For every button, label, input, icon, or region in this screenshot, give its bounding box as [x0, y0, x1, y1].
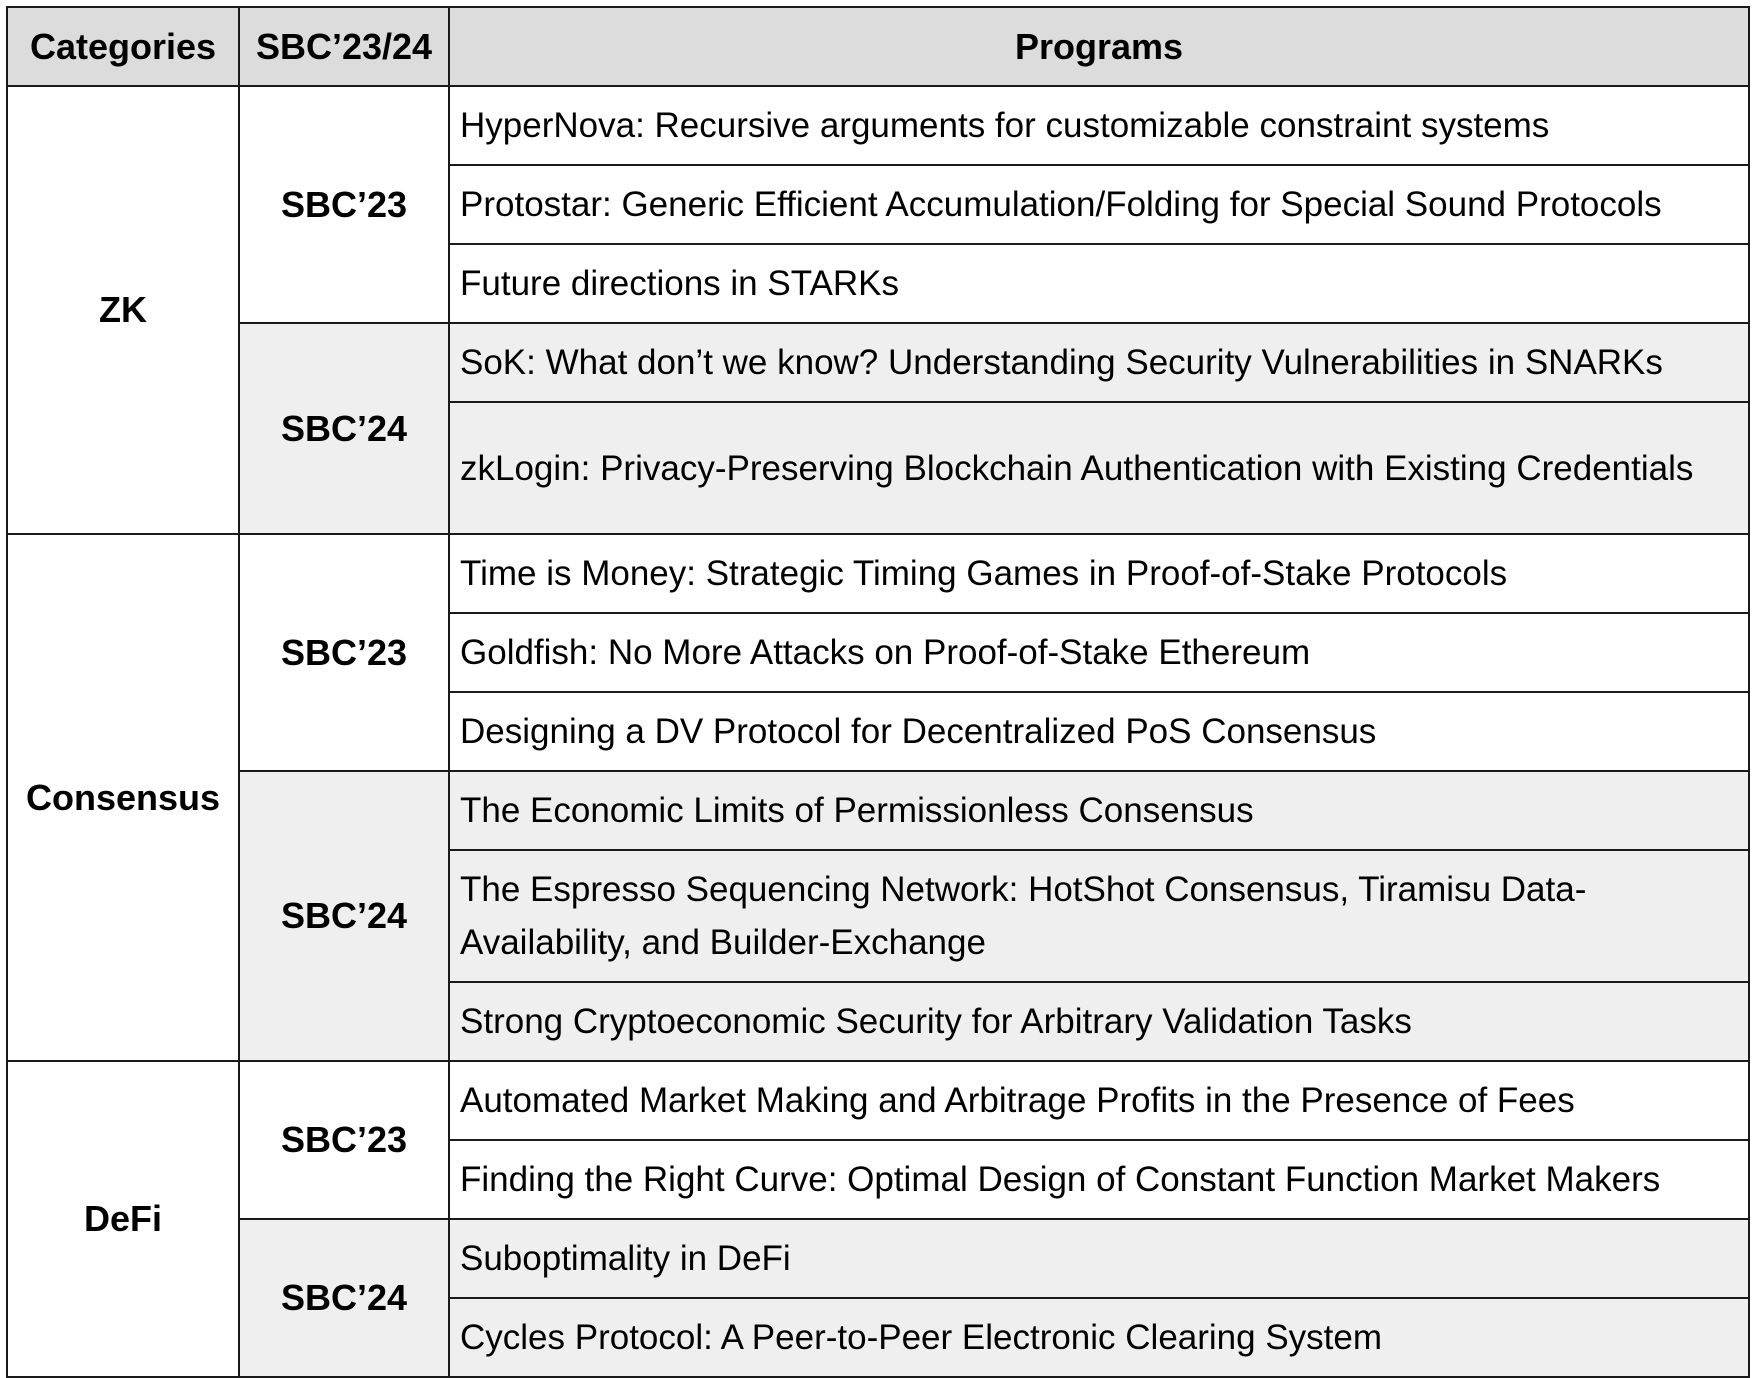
program-cell: SoK: What don’t we know? Understanding Security Vulnerabilities in SNARKs: [449, 323, 1749, 402]
program-cell: Future directions in STARKs: [449, 244, 1749, 323]
header-programs: Programs: [449, 7, 1749, 86]
category-cell-consensus: Consensus: [7, 534, 239, 1061]
table-row: [7, 771, 1749, 850]
table-row: [7, 1219, 1749, 1298]
year-cell: SBC’23: [239, 86, 449, 323]
year-cell: SBC’24: [239, 1219, 449, 1377]
program-cell: zkLogin: Privacy-Preserving Blockchain Authentication with Existing Credentials: [449, 402, 1749, 534]
year-cell: SBC’23: [239, 1061, 449, 1219]
programs-table: [6, 6, 1750, 1378]
program-cell: Suboptimality in DeFi: [449, 1219, 1749, 1298]
program-cell: Strong Cryptoeconomic Security for Arbitrary Validation Tasks: [449, 982, 1749, 1061]
year-cell: SBC’24: [239, 771, 449, 1061]
program-cell: The Economic Limits of Permissionless Consensus: [449, 771, 1749, 850]
year-cell: SBC’23: [239, 534, 449, 771]
program-cell: HyperNova: Recursive arguments for customizable constraint systems: [449, 86, 1749, 165]
program-cell: Goldfish: No More Attacks on Proof-of-Stake Ethereum: [449, 613, 1749, 692]
header-categories: Categories: [7, 7, 239, 86]
table-row: [7, 323, 1749, 402]
header-row: [7, 7, 1749, 86]
program-cell: Cycles Protocol: A Peer-to-Peer Electronic Clearing System: [449, 1298, 1749, 1377]
table-row: [7, 534, 1749, 613]
program-cell: Designing a DV Protocol for Decentralized PoS Consensus: [449, 692, 1749, 771]
program-cell: Automated Market Making and Arbitrage Profits in the Presence of Fees: [449, 1061, 1749, 1140]
program-cell: Finding the Right Curve: Optimal Design of Constant Function Market Makers: [449, 1140, 1749, 1219]
table-row: [7, 86, 1749, 165]
category-cell-zk: ZK: [7, 86, 239, 534]
table-row: [7, 1061, 1749, 1140]
program-cell: Time is Money: Strategic Timing Games in Proof-of-Stake Protocols: [449, 534, 1749, 613]
header-year: SBC’23/24: [239, 7, 449, 86]
category-cell-defi: DeFi: [7, 1061, 239, 1377]
year-cell: SBC’24: [239, 323, 449, 534]
program-cell: The Espresso Sequencing Network: HotShot Consensus, Tiramisu Data-Availability, and Builder-Exchange: [449, 850, 1749, 982]
program-cell: Protostar: Generic Efficient Accumulation/Folding for Special Sound Protocols: [449, 165, 1749, 244]
